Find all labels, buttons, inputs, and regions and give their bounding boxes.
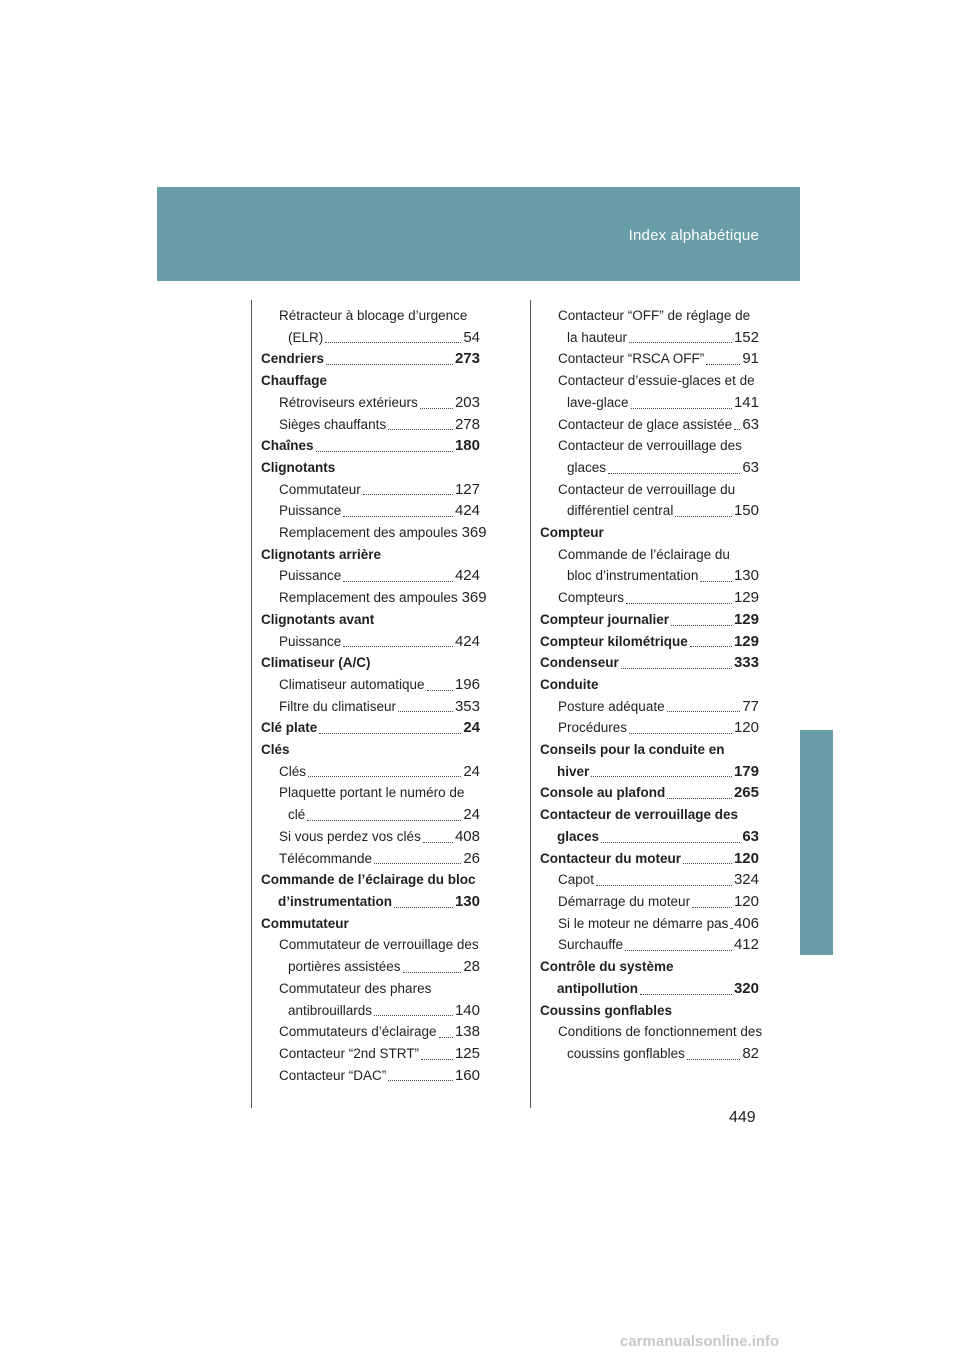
index-term: Console au plafond — [540, 785, 666, 801]
index-entry — [540, 956, 759, 978]
index-entry — [261, 479, 480, 501]
dot-leader — [319, 733, 461, 734]
index-term: Contacteur d’essuie-glaces et de — [558, 373, 755, 389]
index-page-ref: 408 — [454, 827, 480, 845]
index-entry — [540, 348, 759, 370]
index-term: clé — [288, 807, 306, 823]
index-term: Procédures — [558, 720, 628, 736]
index-term: Climatiseur (A/C) — [261, 655, 371, 671]
index-entry — [261, 869, 480, 891]
index-page-ref: 152 — [733, 328, 759, 346]
index-term: Remplacement des ampoules — [279, 525, 458, 541]
index-term: Contrôle du système — [540, 959, 674, 975]
index-entry — [261, 609, 480, 631]
index-term: glaces — [567, 459, 607, 475]
index-column-right — [540, 305, 763, 1065]
index-page-ref: 141 — [733, 393, 759, 411]
index-term: Contacteur “RSCA OFF” — [558, 351, 705, 367]
index-term: bloc d’instrumentation — [567, 568, 699, 584]
index-page-ref: 91 — [742, 350, 759, 368]
dot-leader — [706, 364, 740, 365]
index-page-ref: 26 — [463, 849, 480, 867]
index-term: Télécommande — [279, 850, 373, 866]
index-term: Compteur kilométrique — [540, 633, 688, 649]
index-entry — [540, 544, 759, 566]
index-entry — [261, 327, 480, 349]
index-term: Compteur journalier — [540, 611, 670, 627]
index-page-ref: 278 — [454, 415, 480, 433]
index-page-ref: 129 — [733, 589, 759, 607]
index-entry — [540, 674, 759, 696]
dot-leader — [343, 646, 453, 647]
index-page-ref: 125 — [454, 1044, 480, 1062]
dot-leader — [626, 603, 732, 604]
dot-leader — [629, 733, 732, 734]
index-entry — [261, 804, 480, 826]
index-term: Commutateur de verrouillage des — [279, 937, 479, 953]
index-entry — [540, 1000, 759, 1022]
index-term: glaces — [557, 828, 600, 844]
index-term: Cendriers — [261, 351, 325, 367]
index-entry — [261, 544, 480, 566]
index-term: Clignotants — [261, 459, 336, 475]
index-entry — [540, 934, 759, 956]
dot-leader — [307, 820, 461, 821]
dot-leader — [667, 798, 732, 799]
index-page-ref: 24 — [463, 719, 480, 737]
index-page-ref: 63 — [742, 827, 759, 845]
index-term: Contacteur de verrouillage du — [558, 481, 736, 497]
dot-leader — [343, 516, 453, 517]
index-page-ref: 28 — [463, 958, 480, 976]
index-entry — [540, 739, 759, 761]
dot-leader — [667, 711, 741, 712]
index-term: Surchauffe — [558, 937, 624, 953]
index-term: Contacteur “DAC” — [279, 1067, 387, 1083]
index-term: Clé plate — [261, 720, 318, 736]
index-term: Plaquette portant le numéro de — [279, 785, 465, 801]
index-term: Clés — [261, 742, 290, 758]
index-page-ref: 320 — [733, 979, 759, 997]
index-entry — [540, 414, 759, 436]
index-term: Clignotants arrière — [261, 546, 382, 562]
index-term: Compteurs — [558, 590, 625, 606]
dot-leader — [326, 364, 453, 365]
index-term: Clés — [279, 763, 307, 779]
watermark: carmanualsonline.info — [620, 1333, 780, 1350]
column-rule-middle — [530, 300, 531, 1108]
index-term: Conduite — [540, 676, 599, 692]
index-entry — [261, 1065, 480, 1087]
index-page-ref: 369 — [461, 589, 487, 607]
index-term: Clignotants avant — [261, 611, 375, 627]
index-term: Puissance — [279, 503, 342, 519]
index-entry — [261, 782, 480, 804]
index-page-ref: 63 — [742, 415, 759, 433]
index-page-ref: 130 — [733, 567, 759, 585]
index-page-ref: 369 — [461, 524, 487, 542]
dot-leader — [394, 907, 453, 908]
index-term: Commutateurs d’éclairage — [279, 1024, 437, 1040]
index-entry — [261, 565, 480, 587]
index-page-ref: 82 — [742, 1044, 759, 1062]
index-entry — [261, 1021, 480, 1043]
dot-leader — [374, 1015, 453, 1016]
index-term: Contacteur de glace assistée — [558, 416, 733, 432]
index-term: différentiel central — [567, 503, 674, 519]
index-entry — [540, 522, 759, 544]
index-entry — [540, 392, 759, 414]
dot-leader — [420, 408, 453, 409]
index-entry — [261, 1000, 480, 1022]
index-page-ref: 120 — [733, 849, 759, 867]
index-entry — [261, 891, 480, 913]
dot-leader — [596, 885, 732, 886]
index-entry — [540, 305, 759, 327]
index-page-ref: 203 — [454, 393, 480, 411]
index-term: antipollution — [557, 980, 638, 996]
index-term: Capot — [558, 872, 595, 888]
index-term: Coussins gonflables — [540, 1002, 673, 1018]
index-entry — [540, 457, 759, 479]
index-entry — [261, 522, 487, 544]
dot-leader — [439, 1037, 453, 1038]
dot-leader — [325, 342, 461, 343]
index-entry — [540, 587, 759, 609]
index-entry — [540, 370, 759, 392]
dot-leader — [629, 342, 732, 343]
index-entry — [540, 652, 759, 674]
index-page-ref: 138 — [454, 1023, 480, 1041]
index-entry — [261, 848, 480, 870]
index-page-ref: 127 — [454, 480, 480, 498]
index-entry — [261, 696, 480, 718]
index-term: lave-glace — [567, 394, 629, 410]
dot-leader — [398, 711, 453, 712]
index-page-ref: 24 — [463, 806, 480, 824]
index-entry — [261, 305, 480, 327]
dot-leader — [343, 581, 453, 582]
dot-leader — [675, 516, 732, 517]
index-page-ref: 160 — [454, 1066, 480, 1084]
index-entry — [540, 565, 759, 587]
index-term: hiver — [557, 763, 590, 779]
index-term: antibrouillards — [288, 1002, 373, 1018]
index-term: Sièges chauffants — [279, 416, 387, 432]
index-page-ref: 120 — [733, 719, 759, 737]
index-term: Commande de l’éclairage du bloc — [261, 872, 476, 888]
index-entry — [540, 696, 759, 718]
dot-leader — [316, 451, 453, 452]
dot-leader — [421, 1059, 453, 1060]
index-term: coussins gonflables — [567, 1045, 685, 1061]
index-term: Climatiseur automatique — [279, 676, 425, 692]
index-page-ref: 63 — [742, 458, 759, 476]
index-entry — [261, 674, 480, 696]
index-term: Compteur — [540, 525, 604, 541]
index-page-ref: 406 — [733, 914, 759, 932]
index-entry — [261, 934, 480, 956]
index-term: Démarrage du moteur — [558, 893, 691, 909]
index-entry — [261, 1043, 480, 1065]
index-entry — [261, 587, 487, 609]
index-term: Puissance — [279, 633, 342, 649]
index-entry — [540, 609, 759, 631]
index-entry — [540, 804, 759, 826]
index-entry — [540, 500, 759, 522]
index-page-ref: 353 — [454, 697, 480, 715]
index-entry — [540, 978, 759, 1000]
index-entry — [540, 1021, 763, 1043]
index-page-ref: 140 — [454, 1001, 480, 1019]
index-page-ref: 129 — [733, 632, 759, 650]
index-term: Rétracteur à blocage d’urgence — [279, 308, 468, 323]
dot-leader — [683, 863, 732, 864]
dot-leader — [374, 863, 461, 864]
index-page-ref: 265 — [733, 784, 759, 802]
index-entry — [261, 457, 480, 479]
index-entry — [540, 913, 759, 935]
dot-leader — [591, 776, 732, 777]
index-term: d’instrumentation — [278, 893, 392, 909]
index-term: (ELR) — [288, 329, 324, 345]
dot-leader — [363, 494, 453, 495]
index-entry — [261, 435, 480, 457]
index-entry — [540, 435, 759, 457]
index-page-ref: 180 — [454, 437, 480, 455]
index-term: Posture adéquate — [558, 698, 665, 714]
index-term: Chaînes — [261, 438, 314, 454]
dot-leader — [403, 972, 462, 973]
index-entry — [261, 500, 480, 522]
index-term: Conseils pour la conduite en — [540, 742, 725, 758]
dot-leader — [388, 1080, 453, 1081]
index-term: Rétroviseurs extérieurs — [279, 394, 418, 410]
dot-leader — [730, 928, 732, 929]
dot-leader — [640, 994, 732, 995]
index-column-left — [261, 305, 487, 1086]
page-number: 449 — [729, 1109, 756, 1126]
section-title: Index alphabétique — [628, 227, 759, 244]
index-entry — [261, 348, 480, 370]
dot-leader — [427, 690, 453, 691]
index-entry — [261, 631, 480, 653]
dot-leader — [671, 625, 732, 626]
index-term: Contacteur de verrouillage des — [540, 807, 739, 823]
index-page-ref: 130 — [454, 892, 480, 910]
index-entry — [540, 848, 759, 870]
index-term: Commutateur — [261, 915, 349, 931]
index-page-ref: 24 — [463, 762, 480, 780]
dot-leader — [687, 1059, 740, 1060]
index-entry — [540, 327, 759, 349]
index-entry — [261, 717, 480, 739]
index-entry — [540, 631, 759, 653]
dot-leader — [625, 950, 732, 951]
index-entry — [540, 782, 759, 804]
index-entry — [540, 826, 759, 848]
index-page-ref: 120 — [733, 892, 759, 910]
dot-leader — [692, 907, 732, 908]
index-term: Condenseur — [540, 655, 619, 671]
index-entry — [261, 913, 480, 935]
index-entry — [540, 479, 759, 501]
index-entry — [261, 392, 480, 414]
index-term: Commutateur — [279, 481, 361, 497]
index-term: Contacteur du moteur — [540, 850, 682, 866]
index-entry — [261, 761, 480, 783]
index-entry — [261, 978, 480, 1000]
index-entry — [540, 1043, 759, 1065]
dot-leader — [423, 842, 453, 843]
index-term: Chauffage — [261, 373, 328, 389]
index-term: Commande de l’éclairage du — [558, 546, 730, 562]
index-entry — [540, 869, 759, 891]
section-thumb-tab — [800, 730, 833, 955]
dot-leader — [734, 429, 740, 430]
index-page-ref: 273 — [454, 350, 480, 368]
index-entry — [261, 414, 480, 436]
index-term: Puissance — [279, 568, 342, 584]
dot-leader — [308, 776, 461, 777]
index-term: la hauteur — [567, 329, 628, 345]
index-term: Si vous perdez vos clés — [279, 828, 421, 844]
index-entry — [261, 370, 480, 392]
index-term: Contacteur de verrouillage des — [558, 438, 742, 454]
dot-leader — [690, 646, 732, 647]
dot-leader — [621, 668, 732, 669]
index-term: Conditions de fonctionnement des — [558, 1024, 763, 1040]
dot-leader — [388, 429, 453, 430]
index-term: Si le moteur ne démarre pas — [558, 915, 729, 931]
dot-leader — [631, 408, 732, 409]
index-page-ref: 129 — [733, 610, 759, 628]
index-entry — [540, 717, 759, 739]
index-term: Contacteur “OFF” de réglage de — [558, 308, 751, 323]
index-page-ref: 424 — [454, 502, 480, 520]
index-entry — [261, 826, 480, 848]
index-entry — [261, 956, 480, 978]
dot-leader — [608, 473, 740, 474]
index-page-ref: 54 — [463, 328, 480, 346]
index-page-ref: 424 — [454, 567, 480, 585]
index-page-ref: 77 — [742, 697, 759, 715]
column-rule-left — [251, 300, 252, 1108]
index-page-ref: 412 — [733, 936, 759, 954]
index-term: Filtre du climatiseur — [279, 698, 397, 714]
index-page-ref: 179 — [733, 762, 759, 780]
index-page-ref: 333 — [733, 654, 759, 672]
index-term: Commutateur des phares — [279, 980, 432, 996]
header-band — [157, 187, 800, 281]
index-page-ref: 424 — [454, 632, 480, 650]
index-page-ref: 324 — [733, 871, 759, 889]
index-entry — [261, 739, 480, 761]
index-entry — [540, 891, 759, 913]
index-term: portières assistées — [288, 959, 401, 975]
index-page-ref: 196 — [454, 675, 480, 693]
index-entry — [540, 761, 759, 783]
dot-leader — [700, 581, 732, 582]
index-entry — [261, 652, 480, 674]
dot-leader — [601, 842, 740, 843]
index-term: Contacteur “2nd STRT” — [279, 1045, 420, 1061]
index-term: Remplacement des ampoules — [279, 590, 458, 606]
index-page-ref: 150 — [733, 502, 759, 520]
